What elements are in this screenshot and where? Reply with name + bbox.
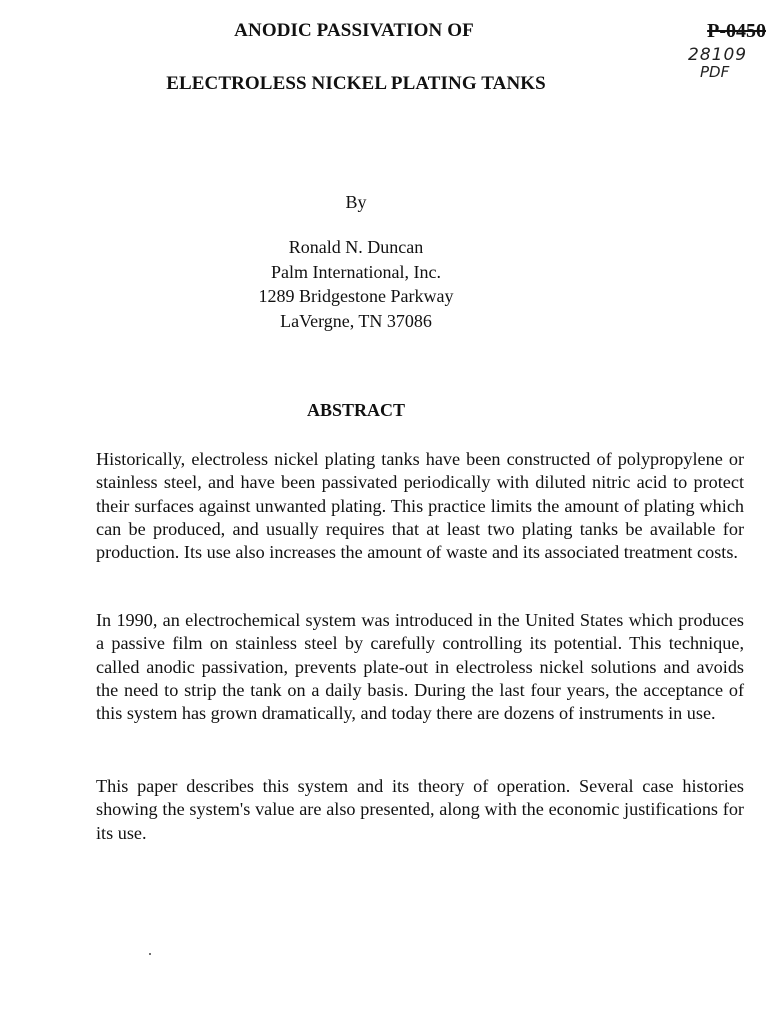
- title-line-2: ELECTROLESS NICKEL PLATING TANKS: [166, 73, 546, 94]
- title-line-1: ANODIC PASSIVATION OF: [234, 20, 474, 41]
- abstract-heading: ABSTRACT: [306, 400, 406, 420]
- abstract-paragraph-1: Historically, electroless nickel plating tanks have been constructed of polypropylene or stainless steel, and have been passivated periodically with diluted nitric acid to protect their surfaces against unwanted plating. This practice limits the amount of plating which can be produced, and usually requires that at least two plating tanks be available for production. Its use also increases the amount of waste and its associated treatment costs.: [96, 449, 744, 563]
- document-number-stamp: P-0450: [707, 20, 766, 42]
- abstract-paragraph-2: In 1990, an electrochemical system was introduced in the United States which produces a passive film on stainless steel by carefully controlling its potential. This technique, called anodic passivation, prevents plate-out in electroless nickel solutions and avoids the need to strip the tank on a daily basis. During the last four years, the acceptance of this system has grown dramatically, and today there are dozens of instruments in use.: [96, 610, 744, 724]
- author-name: Ronald N. Duncan: [288, 237, 424, 257]
- by-label: By: [345, 192, 367, 212]
- author-address-block: [0, 235, 740, 333]
- abstract-paragraph-3: This paper describes this system and its theory of operation. Several case histories showing the system's value are also presented, along with the economic justifications for its use.: [96, 776, 744, 843]
- author-organization: Palm International, Inc.: [271, 261, 441, 282]
- scan-speck: [149, 953, 151, 955]
- author-city: LaVergne, TN 37086: [280, 310, 432, 331]
- handwritten-note-pdf: PDF: [700, 63, 730, 81]
- handwritten-note-number: 28109: [688, 45, 748, 65]
- author-street: 1289 Bridgestone Parkway: [258, 286, 454, 306]
